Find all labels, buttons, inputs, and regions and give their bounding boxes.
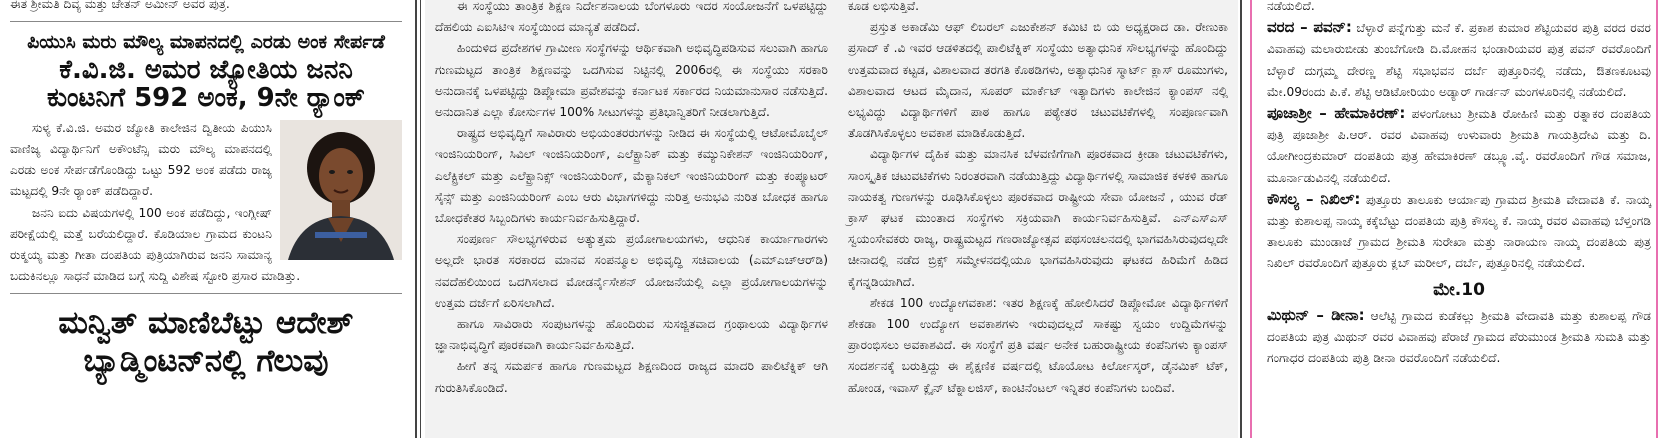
student-photo	[280, 120, 402, 260]
entry-name: ಕೌಸಲ್ಯ – ನಿಖಿಲ್:	[1267, 189, 1361, 208]
wedding-entry	[1267, 189, 1651, 275]
divider	[10, 293, 402, 294]
column-rule	[420, 0, 421, 438]
article-paragraph: ಸುಳ್ಯ ಕೆ.ವಿ.ಜಿ. ಅಮರ ಜ್ಯೋತಿ ಕಾಲೇಜಿನ ದ್ವಿತೀಯ ಪಿಯುಸಿ ವಾಣಿಜ್ಯ ವಿದ್ಯಾರ್ಥಿನಿಗೆ ಅಕೌಂಟೆನ್ಸಿ ಮರು ಮೌಲ್ಯ ಮಾಪನದಲ್ಲಿ ಎರಡು ಅಂಕ ಸೇರ್ಪಡೆಗೊಂಡಿದ್ದು ಒಟ್ಟು 592 ಅಂಕ ಪಡೆದು ರಾಜ್ಯ ಮಟ್ಟದಲ್ಲಿ 9ನೇ ರ್‍ಯಾಂಕ್ ಪಡೆದಿದ್ದಾರೆ.	[10, 120, 272, 199]
news-column-3	[838, 0, 1238, 438]
entry-name: ವರದ – ಪವನ್:	[1267, 18, 1352, 37]
entry-text: ಪಳಂಗೋಟು ಶ್ರೀಮತಿ ರೋಹಿಣಿ ಮತ್ತು ರತ್ನಾಕರ ದಂಪತಿಯ ಪುತ್ರಿ ಪೂಜಾಶ್ರೀ ಪಿ.ಆರ್. ರವರ ವಿವಾಹವು ಉಳುವಾರು ಶ್ರೀಮತಿ ಗಾಯತ್ರಿದೇವಿ ಮತ್ತು ದಿ. ಯೋಗೀಂದ್ರಕುಮಾರ್ ದಂಪತಿಯ ಪುತ್ರ ಹೇಮಾಕಿರಣ್ ಡಬ್ಲ್ಯೂ.ವೈ. ರವರೊಂದಿಗೆ ಗೌಡ ಸಮಾಜ, ಮೂರ್ನಾಡುವಿನಲ್ಲಿ ನಡೆಯಲಿದೆ.	[1267, 107, 1651, 185]
article-paragraph: ಹಿಂದುಳಿದ ಪ್ರದೇಶಗಳ ಗ್ರಾಮೀಣ ಸಂಸ್ಥೆಗಳನ್ನು ಆರ್ಥಿಕವಾಗಿ ಅಭಿವೃದ್ಧಿಪಡಿಸುವ ಸಲುವಾಗಿ ಹಾಗೂ ಗುಣಮಟ್ಟದ ತಾಂತ್ರಿಕ ಶಿಕ್ಷಣವನ್ನು ಒದಗಿಸುವ ನಿಟ್ಟಿನಲ್ಲಿ 2006ರಲ್ಲಿ ಈ ಸಂಸ್ಥೆಯು ಸರಕಾರಿ ಅನುದಾನಕ್ಕೆ ಒಳಪಟ್ಟಿದ್ದು ಡಿಪ್ಲೋಮಾ ಪ್ರವೇಶವನ್ನು ಕರ್ನಾಟಕ ಸರ್ಕಾರದ ನಿಯಮಾನುಸಾರ ನಡೆಸುತ್ತಿದೆ. ಅನುದಾನಿತ ಎಲ್ಲಾ ಕೋರ್ಸುಗಳ 100% ಸೀಟುಗಳನ್ನು ಪ್ರತಿಭಾನ್ವಿತರಿಗೆ ನೀಡಲಾಗುತ್ತಿದೆ.	[435, 41, 828, 120]
headline-line-2: ಕುಂಟನಿಗೆ 592 ಅಂಕ, 9ನೇ ರ್‍ಯಾಂಕ್	[47, 82, 365, 113]
news-column-2	[425, 0, 838, 438]
headline-kicker: ಪಿಯುಸಿ ಮರು ಮೌಲ್ಯ ಮಾಪನದಲ್ಲಿ ಎರಡು ಅಂಕ ಸೇರ್ಪಡೆ	[27, 31, 385, 54]
article-paragraph: ಸಂಪೂರ್ಣ ಸೌಲಭ್ಯಗಳಿರುವ ಅತ್ಯುತ್ತಮ ಪ್ರಯೋಗಾಲಯಗಳು, ಆಧುನಿಕ ಕಾರ್ಯಾಗಾರಗಳು ಅಲ್ಲದೇ ಭಾರತ ಸರಕಾರದ ಮಾನವ ಸಂಪನ್ಮೂಲ ಅಭಿವೃದ್ಧಿ ಸಚಿವಾಲಯ (ಎಮ್‌ಎಚ್‌ಆರ್‌ಡಿ) ನವದೆಹಲಿಯಿಂದ ಒದಗಿಸಲಾದ ಮೋಡರ್ನೈಸೇಶನ್ ಯೋಜನೆಯಲ್ಲಿ ಎಲ್ಲಾ ಪ್ರಯೋಗಾಲಯಗಳನ್ನು ಉತ್ತಮ ದರ್ಜೆಗೆ ಏರಿಸಲಾಗಿದೆ.	[435, 232, 828, 310]
article-paragraph: ಜನನಿ ಐದು ವಿಷಯಗಳಲ್ಲಿ 100 ಅಂಕ ಪಡೆದಿದ್ದು, ಇಂಗ್ಲೀಷ್ ಪರೀಕ್ಷೆಯಲ್ಲಿ ಮತ್ತೆ ಬರೆಯಲಿದ್ದಾರೆ. ಕೊಡಿಯಾಲ ಗ್ರಾಮದ ಕುಂಟನಿ ರುಕ್ಮಯ್ಯ ಮತ್ತು ಗೀತಾ ದಂಪತಿಯ ಪುತ್ರಿಯಾಗಿರುವ ಜನನಿ ಸಾಮಾನ್ಯ ಬದುಕಿನಲ್ಲೂ ಸಾಧನೆ ಮಾಡಿದ ಬಗ್ಗೆ ಸುದ್ದಿ ವಿಶೇಷ ಸ್ಟೋರಿ ಪ್ರಸಾರ ಮಾಡಿತ್ತು.	[10, 205, 301, 284]
entry-text: ಆಲೆಟ್ಟಿ ಗ್ರಾಮದ ಕುಡೆಕಲ್ಲು ಶ್ರೀಮತಿ ವೇದಾವತಿ ಮತ್ತು ಕುಶಾಲಪ್ಪ ಗೌಡ ದಂಪತಿಯ ಪುತ್ರ ಮಿಥುನ್ ರವರ ವಿವಾಹವು ಪೆರಾಜೆ ಗ್ರಾಮದ ಪೆರುಮುಂಡ ಶ್ರೀಮತಿ ಸುಮತಿ ಮತ್ತು ಗಂಗಾಧರ ದಂಪತಿಯ ಪುತ್ರಿ ಡೀನಾ ರವರೊಂದಿಗೆ ನಡೆಯಲಿದೆ.	[1267, 308, 1652, 366]
wedding-entry	[1267, 103, 1651, 189]
entry-name: ಮಿಥುನ್ – ಡೀನಾ:	[1267, 305, 1365, 324]
article-paragraph: ಶೇಕಡ 100 ಉದ್ಯೋಗವಕಾಶ: ಇತರ ಶಿಕ್ಷಣಕ್ಕೆ ಹೋಲಿಸಿದರೆ ಡಿಪ್ಲೋಮೋ ವಿದ್ಯಾರ್ಥಿಗಳಿಗೆ ಶೇಕಡಾ 100 ಉದ್ಯೋಗ ಅವಕಾಶಗಳು ಇರುವುದಲ್ಲದೆ ಸಾಕಷ್ಟು ಸ್ವಯಂ ಉದ್ದಿಮೆಗಳನ್ನು ಪ್ರಾರಂಭಿಸಲು ಅವಕಾಶವಿದೆ. ಈ ಸಂಸ್ಥೆಗೆ ಪ್ರತಿ ವರ್ಷ ಅನೇಕ ಬಹುರಾಷ್ಟ್ರೀಯ ಕಂಪೆನಿಗಳು ಕ್ಯಾಂಪಸ್ ಸಂದರ್ಶನಕ್ಕೆ ಬರುತ್ತಿದ್ದು ಈ ಶೈಕ್ಷಣಿಕ ವರ್ಷದಲ್ಲಿ ಟೊಯೋಟ ಕಿರ್ಲೋಸ್ಕರ್, ಡೈನಮಿಕ್ ಟೆಕ್, ಹೋಂಡ, ಇವಾಸ್ ಕ್ಲೈನ್ ಟೆಕ್ನಾಲಜಿಸ್, ಕಾಂಟಿನೆಂಟಲ್ ಇನ್ನಿತರ ಕಂಪೆನಿಗಳು ಬಂದಿವೆ.	[848, 295, 1228, 395]
article-paragraph: ಹಾಗೂ ಸಾವಿರಾರು ಸಂಪುಟಗಳನ್ನು ಹೊಂದಿರುವ ಸುಸಜ್ಜಿತವಾದ ಗ್ರಂಥಾಲಯ ವಿದ್ಯಾರ್ಥಿಗಳ ಜ್ಞಾನಾಭಿವೃದ್ಧಿಗೆ ಪೂರಕವಾಗಿ ಕಾರ್ಯನಿರ್ವಹಿಸುತ್ತಿದೆ.	[435, 317, 828, 353]
gutter	[410, 0, 425, 438]
headline-2-line-2: ಬ್ಯಾಡ್ಮಿಂಟನ್‌ನಲ್ಲಿ ಗೆಲುವು	[83, 343, 329, 380]
article-paragraph: ರಾಷ್ಟ್ರದ ಅಭಿವೃದ್ಧಿಗೆ ಸಾವಿರಾರು ಅಭಿಯಂತರರುಗಳನ್ನು ನೀಡಿದ ಈ ಸಂಸ್ಥೆಯಲ್ಲಿ ಆಟೋಮೊಬೈಲ್ ಇಂಜಿನಿಯರಿಂಗ್, ಸಿವಿಲ್ ಇಂಜಿನಿಯರಿಂಗ್, ಎಲೆಕ್ಟ್ರಾನಿಕ್ ಮತ್ತು ಕಮ್ಯುನಿಕೇಶನ್ ಇಂಜಿನಿಯರಿಂಗ್, ಎಲೆಕ್ಟ್ರಿಕಲ್ ಮತ್ತು ಎಲೆಕ್ಟ್ರಾನಿಕ್ಸ್ ಇಂಜಿನಿಯರಿಂಗ್, ಮೆಕ್ಯಾನಿಕಲ್ ಇಂಜಿನಿಯರಿಂಗ್ ಮತ್ತು ಕಂಪ್ಯೂಟರ್ ಸೈನ್ಸ್ ಮತ್ತು ಎಂಜಿನಿಯರಿಂಗ್ ಎಂಬ ಆರು ವಿಭಾಗಗಳಿದ್ದು ನುರಿತ್ತ ಅನುಭವಿ ನುರಿತ ಬೋಧಕ ಹಾಗೂ ಬೋಧಕೇತರ ಸಿಬ್ಬಂದಿಗಳು ಕಾರ್ಯನಿರ್ವಹಿಸುತ್ತಿದ್ದಾರೆ.	[435, 126, 828, 226]
wedding-entry	[1267, 305, 1651, 370]
column-rule-pink	[1250, 0, 1252, 438]
article-paragraph: ಕೂಡ ಲಭಿಸುತ್ತಿವೆ.	[848, 0, 920, 13]
column-rule	[415, 0, 417, 438]
divider	[10, 21, 402, 22]
article-paragraph: ಈ ಸಂಸ್ಥೆಯು ತಾಂತ್ರಿಕ ಶಿಕ್ಷಣ ನಿರ್ದೇಶನಾಲಯ ಬೆಂಗಳೂರು ಇದರ ಸಂಯೋಜನೆಗೆ ಒಳಪಟ್ಟಿದ್ದು ದೆಹಲಿಯ ಎಐಸಿಟಿಇ ಸಂಸ್ಥೆಯಿಂದ ಮಾನ್ಯತೆ ಪಡೆದಿದೆ.	[435, 0, 828, 35]
headline-line-1: ಕೆ.ವಿ.ಜಿ. ಅಮರ ಜ್ಯೋತಿಯ ಜನನಿ	[59, 55, 353, 86]
carryover-line: ಈತ ಶ್ರೀಮತಿ ದಿವ್ಯ ಮತ್ತು ಚೇತನ್ ಅಮೀನ್ ಅವರ ಪುತ್ರ.	[10, 0, 230, 11]
entry-name: ಪೂಜಾಶ್ರೀ – ಹೇಮಾಕಿರಣ್:	[1267, 104, 1406, 123]
carryover-line: ನಡೆಯಲಿದೆ.	[1267, 0, 1315, 13]
headline-2-line-1: ಮನ್ವಿತ್ ಮಾಣಿಬೆಟ್ಟು ಆದೇಶ್	[58, 305, 354, 342]
entry-text: ಪುತ್ತೂರು ತಾಲೂಕು ಆರ್ಯಾಪು ಗ್ರಾಮದ ಶ್ರೀಮತಿ ವೇದಾವತಿ ಕೆ. ನಾಯ್ಕ ಮತ್ತು ಕುಶಾಲಪ್ಪ ನಾಯ್ಕ ಕಕ್ಕೆಬೆಟ್ಟು ದಂಪತಿಯ ಪುತ್ರಿ ಕೌಸಲ್ಯ ಕೆ. ನಾಯ್ಕ ರವರ ವಿವಾಹವು ಬೆಳ್ತಂಗಡಿ ತಾಲೂಕು ಮುಂಡಾಜೆ ಗ್ರಾಮದ ಶ್ರೀಮತಿ ಸುರೇಖಾ ಮತ್ತು ನಾರಾಯಣ ನಾಯ್ಕ ದಂಪತಿಯ ಪುತ್ರ ನಿಖಿಲ್ ರವರೊಂದಿಗೆ ಪುತ್ತೂರು ಕ್ಲಬ್ ಮರೀಲ್, ದರ್ಬೆ, ಪುತ್ತೂರಿನಲ್ಲಿ ನಡೆಯಲಿದೆ.	[1267, 192, 1651, 271]
column-rule	[1240, 0, 1242, 438]
wedding-entry	[1267, 17, 1651, 103]
date-heading: ಮೇ.10	[1433, 279, 1485, 300]
article-paragraph: ವಿದ್ಯಾರ್ಥಿಗಳ ದೈಹಿಕ ಮತ್ತು ಮಾನಸಿಕ ಬೆಳವಣಿಗೆಗಾಗಿ ಪೂರಕವಾದ ಕ್ರೀಡಾ ಚಟುವಟಿಕೆಗಳು, ಸಾಂಸ್ಕೃತಿಕ ಚಟುವಟಿಕೆಗಳು ನಿರಂತರವಾಗಿ ನಡೆಯುತ್ತಿದ್ದು ವಿದ್ಯಾರ್ಥಿಗಳಲ್ಲಿ ಸಾಮಾಜಿಕ ಕಳಕಳಿ ಹಾಗೂ ನಾಯಕತ್ವ ಗುಣಗಳನ್ನು ರೂಢಿಸಿಕೊಳ್ಳಲು ಪೂರಕವಾದ ರಾಷ್ಟ್ರೀಯ ಸೇವಾ ಯೋಜನೆ , ಯುವ ರೆಡ್ ಕ್ರಾಸ್ ಘಟಕ ಮುಂತಾದ ಸಂಸ್ಥೆಗಳು ಸಕ್ರಿಯವಾಗಿ ಕಾರ್ಯನಿರ್ವಹಿಸುತ್ತಿವೆ. ಎನ್‌ಎಸ್‌ಎಸ್ ಸ್ವಯಂಸೇವಕರು ರಾಜ್ಯ, ರಾಷ್ಟ್ರಮಟ್ಟದ ಗಣರಾಜ್ಯೋತ್ಸವ ಪಥಸಂಚಲನದಲ್ಲಿ ಭಾಗವಹಿಸಿರುವುದಲ್ಲದೇ ಚೀನಾದಲ್ಲಿ ನಡೆದ ಬ್ರಿಕ್ಸ್ ಸಮ್ಮೇಳನದಲ್ಲಿಯೂ ಭಾಗವಹಿಸಿರುವುದು ಘಟಕದ ಹಿರಿಮೆಗೆ ಹಿಡಿದ ಕೈಗನ್ನಡಿಯಾಗಿದೆ.	[848, 147, 1228, 289]
announcements-column	[1253, 0, 1661, 438]
news-column-1	[0, 0, 410, 438]
article-paragraph: ಹೀಗೆ ತನ್ನ ಸಮರ್ಪಕ ಹಾಗೂ ಗುಣಮಟ್ಟದ ಶಿಕ್ಷಣದಿಂದ ರಾಜ್ಯದ ಮಾದರಿ ಪಾಲಿಟೆಕ್ನಿಕ್ ಆಗಿ ಗುರುತಿಸಿಕೊಂಡಿದೆ.	[435, 359, 828, 395]
article-paragraph: ಪ್ರಸ್ತುತ ಅಕಾಡೆಮಿ ಆಫ್ ಲಿಬರಲ್ ಎಜುಕೇಶನ್ ಕಮಿಟಿ ಬಿ ಯ ಅಧ್ಯಕ್ಷರಾದ ಡಾ. ರೇಣುಕಾ ಪ್ರಸಾದ್ ಕೆ .ವಿ ಇವರ ಆಡಳಿತದಲ್ಲಿ ಪಾಲಿಟೆಕ್ನಿಕ್ ಸಂಸ್ಥೆಯು ಅತ್ಯಾಧುನಿಕ ಸೌಲಭ್ಯಗಳನ್ನು ಹೊಂದಿದ್ದು ಉತ್ತಮವಾದ ಕಟ್ಟಡ, ವಿಶಾಲವಾದ ತರಗತಿ ಕೊಠಡಿಗಳು, ಅತ್ಯಾಧುನಿಕ ಸ್ಮಾರ್ಟ್ ಕ್ಲಾಸ್ ರೂಮುಗಳು, ವಿಶಾಲವಾದ ಆಟದ ಮೈದಾನ, ಸೂಪರ್ ಮಾರ್ಕೆಟ್ ಇತ್ಯಾದಿಗಳು ಕಾಲೇಜಿನ ಕ್ಯಾಂಪಸ್ ನಲ್ಲಿ ಲಭ್ಯವಿದ್ದು ವಿದ್ಯಾರ್ಥಿಗಳಿಗೆ ಪಾಠ ಹಾಗೂ ಪಠ್ಯೇತರ ಚಟುವಟಿಕೆಗಳಲ್ಲಿ ಸಂಪೂರ್ಣವಾಗಿ ತೊಡಗಿಸಿಕೊಳ್ಳಲು ಅವಕಾಶ ಮಾಡಿಕೊಡುತ್ತಿದೆ.	[848, 20, 1228, 141]
entry-text: ಬೆಳ್ಳಾರೆ ಪನ್ನೆಗುತ್ತು ಮನೆ ಕೆ. ಪ್ರಕಾಶ ಕುಮಾರ ಶೆಟ್ಟಿಯವರ ಪುತ್ರಿ ವರದ ರವರ ವಿವಾಹವು ಮಲಾರುಬೀಡು ತುಂಬೆಗೋಡಿ ದಿ.ಮೋಹನ ಭಂಡಾರಿಯವರ ಪುತ್ರ ಪವನ್ ರವರೊಂದಿಗೆ ಬೆಳ್ಳಾರೆ ದುಗ್ಗಮ್ಮ ದೇರಣ್ಣ ಶೆಟ್ಟಿ ಸಭಾಭವನ ದರ್ಬೆ ಪುತ್ತೂರಿನಲ್ಲಿ ನಡೆದು, ಔತಣಕೂಟವು ಮೇ.09ರಂದು ಪಿ.ಕೆ. ಶೆಟ್ಟಿ ಆಡಿಟೋರಿಯಂ ಅಡ್ಯಾರ್ ಗಾರ್ಡನ್ ಮಂಗಳೂರಿನಲ್ಲಿ ನಡೆಯಲಿದೆ.	[1267, 21, 1651, 99]
